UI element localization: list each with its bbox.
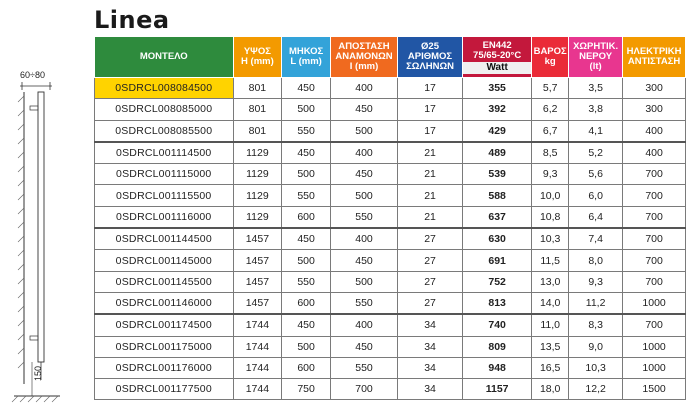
cell-heater: 400 — [623, 120, 686, 142]
cell-model: 0SDRCL001144500 — [95, 228, 234, 250]
cell-pipes: 27 — [398, 228, 463, 250]
header-length-line1: ΜΗΚΟΣ — [288, 46, 324, 57]
cell-distance: 400 — [330, 78, 397, 99]
cell-heater: 700 — [623, 164, 686, 185]
cell-model: 0SDRCL008085000 — [95, 99, 234, 120]
cell-model: 0SDRCL001175000 — [95, 336, 234, 357]
table-row — [95, 379, 686, 400]
cell-weight: 5,7 — [532, 78, 569, 99]
cell-height: 1457 — [233, 250, 282, 271]
cell-watt: 429 — [463, 120, 532, 142]
table-row — [95, 142, 686, 164]
cell-height: 1744 — [233, 336, 282, 357]
cell-weight: 6,2 — [532, 99, 569, 120]
table-row — [95, 357, 686, 378]
cell-heater: 700 — [623, 185, 686, 206]
cell-height: 1457 — [233, 292, 282, 314]
cell-watt: 691 — [463, 250, 532, 271]
cell-model: 0SDRCL001114500 — [95, 142, 234, 164]
radiator-side-drawing — [0, 62, 92, 407]
cell-height: 1129 — [233, 164, 282, 185]
cell-distance: 700 — [330, 379, 397, 400]
cell-model: 0SDRCL001115500 — [95, 185, 234, 206]
cell-model: 0SDRCL008085500 — [95, 120, 234, 142]
cell-watt: 588 — [463, 185, 532, 206]
cell-length: 550 — [282, 120, 331, 142]
header-capacity-line3: (lt) — [589, 61, 602, 72]
cell-distance: 550 — [330, 292, 397, 314]
cell-model: 0SDRCL001116000 — [95, 206, 234, 228]
cell-watt: 392 — [463, 99, 532, 120]
cell-watt: 740 — [463, 314, 532, 336]
cell-pipes: 21 — [398, 164, 463, 185]
cell-capacity: 5,2 — [569, 142, 623, 164]
cell-pipes: 27 — [398, 292, 463, 314]
cell-pipes: 27 — [398, 271, 463, 292]
cell-watt: 1157 — [463, 379, 532, 400]
header-weight-line1: ΒΑΡΟΣ — [533, 46, 567, 57]
cell-heater: 700 — [623, 271, 686, 292]
cell-capacity: 10,3 — [569, 357, 623, 378]
cell-pipes: 27 — [398, 250, 463, 271]
header-model — [95, 37, 234, 78]
cell-heater: 1000 — [623, 292, 686, 314]
header-pipes-line3: ΣΩΛΗΝΩΝ — [406, 61, 454, 72]
table-row — [95, 78, 686, 99]
cell-distance: 550 — [330, 357, 397, 378]
table-row — [95, 185, 686, 206]
table-row — [95, 271, 686, 292]
specs-table-body — [95, 78, 686, 400]
cell-pipes: 21 — [398, 185, 463, 206]
cell-capacity: 6,4 — [569, 206, 623, 228]
cell-length: 450 — [282, 228, 331, 250]
header-capacity-line1: ΧΩΡΗΤΙΚ. — [573, 41, 619, 52]
cell-length: 450 — [282, 142, 331, 164]
cell-capacity: 9,3 — [569, 271, 623, 292]
cell-distance: 500 — [330, 120, 397, 142]
cell-watt: 752 — [463, 271, 532, 292]
specs-table — [94, 36, 686, 400]
table-row — [95, 292, 686, 314]
header-watt-line1: EN442 — [482, 39, 512, 51]
cell-capacity: 6,0 — [569, 185, 623, 206]
cell-heater: 700 — [623, 314, 686, 336]
cell-height: 1129 — [233, 185, 282, 206]
cell-heater: 400 — [623, 142, 686, 164]
cell-pipes: 17 — [398, 78, 463, 99]
cell-weight: 11,0 — [532, 314, 569, 336]
cell-weight: 16,5 — [532, 357, 569, 378]
cell-weight: 11,5 — [532, 250, 569, 271]
cell-capacity: 4,1 — [569, 120, 623, 142]
cell-pipes: 21 — [398, 206, 463, 228]
cell-height: 1744 — [233, 379, 282, 400]
cell-length: 450 — [282, 78, 331, 99]
cell-pipes: 34 — [398, 336, 463, 357]
cell-pipes: 34 — [398, 379, 463, 400]
header-pipes — [398, 37, 463, 78]
header-capacity-line2: ΝΕΡΟΥ — [579, 51, 613, 62]
cell-height: 1744 — [233, 357, 282, 378]
cell-distance: 550 — [330, 206, 397, 228]
cell-length: 750 — [282, 379, 331, 400]
cell-model: 0SDRCL008084500 — [95, 78, 234, 99]
cell-distance: 500 — [330, 185, 397, 206]
header-watt-line2: 75/65-20°C — [473, 49, 522, 61]
cell-heater: 300 — [623, 78, 686, 99]
cell-pipes: 21 — [398, 142, 463, 164]
cell-length: 600 — [282, 206, 331, 228]
cell-capacity: 7,4 — [569, 228, 623, 250]
cell-watt: 813 — [463, 292, 532, 314]
cell-heater: 700 — [623, 206, 686, 228]
page-title: Linea — [94, 6, 170, 34]
cell-length: 500 — [282, 336, 331, 357]
cell-distance: 400 — [330, 314, 397, 336]
cell-capacity: 12,2 — [569, 379, 623, 400]
cell-heater: 700 — [623, 228, 686, 250]
header-capacity — [569, 37, 623, 78]
header-weight-line2: kg — [544, 56, 556, 67]
header-distance-line3: I (mm) — [349, 61, 379, 72]
cell-height: 1129 — [233, 142, 282, 164]
cell-height: 1457 — [233, 228, 282, 250]
cell-length: 500 — [282, 99, 331, 120]
header-height-line2: H (mm) — [241, 56, 274, 67]
cell-distance: 400 — [330, 142, 397, 164]
header-length — [282, 37, 331, 78]
cell-model: 0SDRCL001146000 — [95, 292, 234, 314]
header-pipes-line1: Ø25 — [421, 41, 440, 52]
cell-model: 0SDRCL001115000 — [95, 164, 234, 185]
header-distance-line2: ΑΝΑΜΟΝΩΝ — [335, 51, 393, 62]
table-row — [95, 250, 686, 271]
cell-capacity: 5,6 — [569, 164, 623, 185]
header-heater-line1: ΗΛΕΚΤΡΙΚΗ — [626, 46, 682, 57]
cell-weight: 10,8 — [532, 206, 569, 228]
cell-heater: 700 — [623, 250, 686, 271]
cell-watt: 948 — [463, 357, 532, 378]
cell-pipes: 17 — [398, 99, 463, 120]
cell-capacity: 11,2 — [569, 292, 623, 314]
cell-watt: 809 — [463, 336, 532, 357]
cell-distance: 450 — [330, 164, 397, 185]
cell-weight: 13,0 — [532, 271, 569, 292]
header-distance-line1: ΑΠΟΣΤΑΣΗ — [338, 41, 390, 52]
cell-length: 550 — [282, 271, 331, 292]
cell-length: 500 — [282, 250, 331, 271]
cell-length: 600 — [282, 357, 331, 378]
cell-model: 0SDRCL001177500 — [95, 379, 234, 400]
header-height-line1: ΥΨΟΣ — [243, 46, 271, 57]
cell-capacity: 9,0 — [569, 336, 623, 357]
cell-height: 801 — [233, 99, 282, 120]
cell-height: 1129 — [233, 206, 282, 228]
cell-height: 801 — [233, 78, 282, 99]
cell-distance: 450 — [330, 250, 397, 271]
cell-weight: 13,5 — [532, 336, 569, 357]
table-header-row — [95, 37, 686, 78]
header-model-label: ΜΟΝΤΕΛΟ — [139, 51, 188, 62]
cell-heater: 1000 — [623, 336, 686, 357]
cell-distance: 400 — [330, 228, 397, 250]
cell-heater: 1500 — [623, 379, 686, 400]
cell-pipes: 34 — [398, 314, 463, 336]
cell-weight: 9,3 — [532, 164, 569, 185]
header-heater-line2: ΑΝΤΙΣΤΑΣΗ — [627, 56, 681, 67]
table-row — [95, 206, 686, 228]
header-weight — [532, 37, 569, 78]
cell-pipes: 17 — [398, 120, 463, 142]
cell-watt: 630 — [463, 228, 532, 250]
top-dimension-label: 60÷80 — [20, 70, 45, 80]
cell-distance: 500 — [330, 271, 397, 292]
header-watt — [463, 37, 532, 78]
cell-weight: 14,0 — [532, 292, 569, 314]
table-row — [95, 99, 686, 120]
cell-length: 500 — [282, 164, 331, 185]
cell-height: 1744 — [233, 314, 282, 336]
header-distance — [330, 37, 397, 78]
cell-height: 1457 — [233, 271, 282, 292]
header-length-line2: L (mm) — [290, 56, 322, 67]
cell-distance: 450 — [330, 99, 397, 120]
cell-capacity: 8,3 — [569, 314, 623, 336]
cell-heater: 1000 — [623, 357, 686, 378]
header-height — [233, 37, 282, 78]
table-row — [95, 314, 686, 336]
cell-heater: 300 — [623, 99, 686, 120]
cell-capacity: 3,8 — [569, 99, 623, 120]
cell-height: 801 — [233, 120, 282, 142]
cell-watt: 355 — [463, 78, 532, 99]
cell-capacity: 8,0 — [569, 250, 623, 271]
cell-weight: 10,0 — [532, 185, 569, 206]
cell-model: 0SDRCL001145500 — [95, 271, 234, 292]
cell-watt: 637 — [463, 206, 532, 228]
cell-length: 600 — [282, 292, 331, 314]
table-row — [95, 120, 686, 142]
cell-weight: 8,5 — [532, 142, 569, 164]
cell-model: 0SDRCL001174500 — [95, 314, 234, 336]
cell-watt: 539 — [463, 164, 532, 185]
table-row — [95, 336, 686, 357]
cell-capacity: 3,5 — [569, 78, 623, 99]
cell-weight: 18,0 — [532, 379, 569, 400]
header-watt-unit: Watt — [463, 62, 531, 74]
table-row — [95, 164, 686, 185]
cell-length: 450 — [282, 314, 331, 336]
cell-weight: 10,3 — [532, 228, 569, 250]
bottom-dimension-label: 150 — [33, 366, 43, 382]
cell-model: 0SDRCL001145000 — [95, 250, 234, 271]
header-heater — [623, 37, 686, 78]
cell-model: 0SDRCL001176000 — [95, 357, 234, 378]
cell-length: 550 — [282, 185, 331, 206]
cell-pipes: 34 — [398, 357, 463, 378]
header-pipes-line2: ΑΡΙΘΜΟΣ — [407, 51, 453, 62]
cell-watt: 489 — [463, 142, 532, 164]
table-row — [95, 228, 686, 250]
cell-weight: 6,7 — [532, 120, 569, 142]
cell-distance: 450 — [330, 336, 397, 357]
